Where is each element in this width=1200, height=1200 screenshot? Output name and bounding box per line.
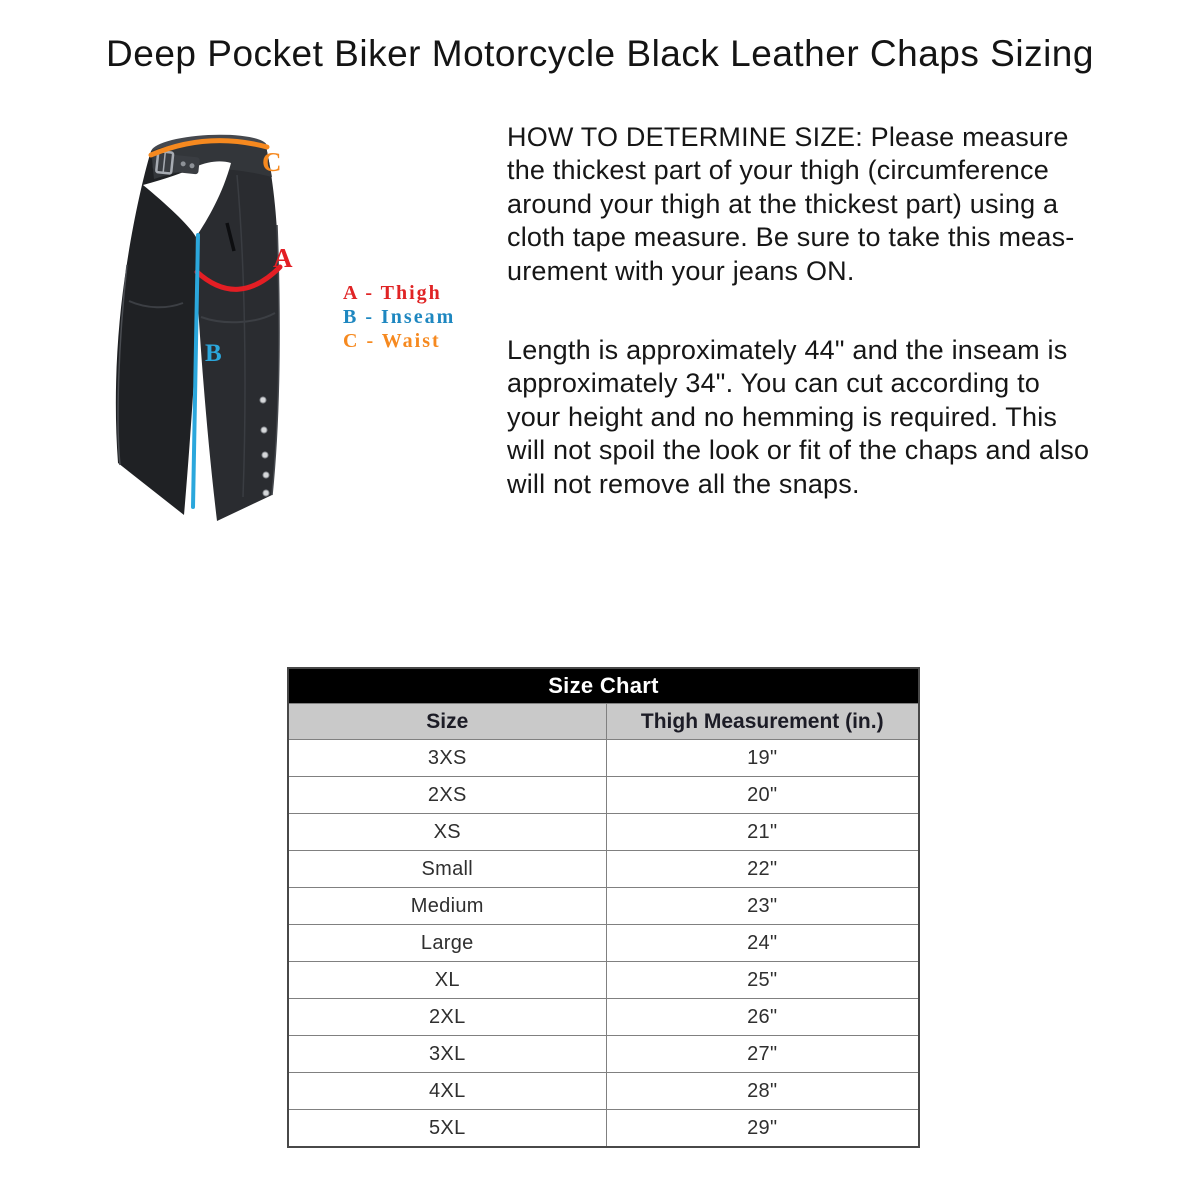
text-line: will not remove all the snaps.: [507, 468, 860, 499]
how-to-measure-paragraph: [507, 121, 1167, 288]
table-title-row: [288, 668, 919, 704]
thigh-cell: 27": [606, 1036, 919, 1073]
table-row: [288, 962, 919, 999]
size-cell: Large: [288, 925, 606, 962]
thigh-cell: 22": [606, 851, 919, 888]
chaps-diagram: [105, 105, 325, 525]
text-line: the thickest part of your thigh (circumference: [507, 155, 1049, 186]
text-line: approximately 34". You can cut according to: [507, 368, 1041, 399]
table-row: [288, 888, 919, 925]
table-row: [288, 1036, 919, 1073]
measurement-legend: [343, 281, 455, 353]
text-line: your height and no hemming is required. This: [507, 401, 1058, 432]
legend-item-waist: C - Waist: [343, 330, 441, 352]
table-title: Size Chart: [288, 668, 919, 704]
sizing-instructions: [507, 121, 1167, 501]
table-row: [288, 1073, 919, 1110]
size-chart-table: [287, 667, 920, 1148]
table-row: [288, 740, 919, 777]
thigh-cell: 20": [606, 777, 919, 814]
marker-letter-waist: C: [262, 147, 282, 177]
thigh-cell: 29": [606, 1110, 919, 1148]
legend-item-inseam: B - Inseam: [343, 306, 456, 328]
text-line: urement with your jeans ON.: [507, 255, 855, 286]
table-row: [288, 851, 919, 888]
size-cell: 4XL: [288, 1073, 606, 1110]
column-header-size: Size: [288, 704, 606, 740]
size-cell: XS: [288, 814, 606, 851]
marker-letter-thigh: A: [273, 243, 293, 273]
size-cell: 2XL: [288, 999, 606, 1036]
size-cell: 2XS: [288, 777, 606, 814]
thigh-cell: 23": [606, 888, 919, 925]
size-cell: XL: [288, 962, 606, 999]
thigh-cell: 26": [606, 999, 919, 1036]
length-info-paragraph: [507, 334, 1167, 501]
table-row: [288, 999, 919, 1036]
size-cell: 5XL: [288, 1110, 606, 1148]
table-row: [288, 777, 919, 814]
text-line: HOW TO DETERMINE SIZE: Please measure: [507, 122, 1069, 152]
thigh-cell: 21": [606, 814, 919, 851]
thigh-cell: 24": [606, 925, 919, 962]
table-row: [288, 814, 919, 851]
size-cell: 3XL: [288, 1036, 606, 1073]
text-line: around your thigh at the thickest part) using a: [507, 188, 1059, 219]
size-cell: Medium: [288, 888, 606, 925]
marker-letter-inseam: B: [205, 340, 222, 367]
size-cell: Small: [288, 851, 606, 888]
table-header-row: [288, 704, 919, 740]
text-line: Length is approximately 44" and the inseam is: [507, 335, 1068, 366]
legend-item-thigh: A - Thigh: [343, 282, 442, 304]
page-title: Deep Pocket Biker Motorcycle Black Leather Chaps Sizing: [106, 33, 1094, 74]
chaps-illustration: [105, 105, 325, 525]
thigh-cell: 19": [606, 740, 919, 777]
column-header-thigh: Thigh Measurement (in.): [606, 704, 919, 740]
thigh-cell: 25": [606, 962, 919, 999]
thigh-cell: 28": [606, 1073, 919, 1110]
size-cell: 3XS: [288, 740, 606, 777]
text-line: cloth tape measure. Be sure to take this meas-: [507, 222, 1075, 253]
table-row: [288, 925, 919, 962]
table-row: [288, 1110, 919, 1148]
text-line: will not spoil the look or fit of the chaps and also: [507, 435, 1090, 466]
